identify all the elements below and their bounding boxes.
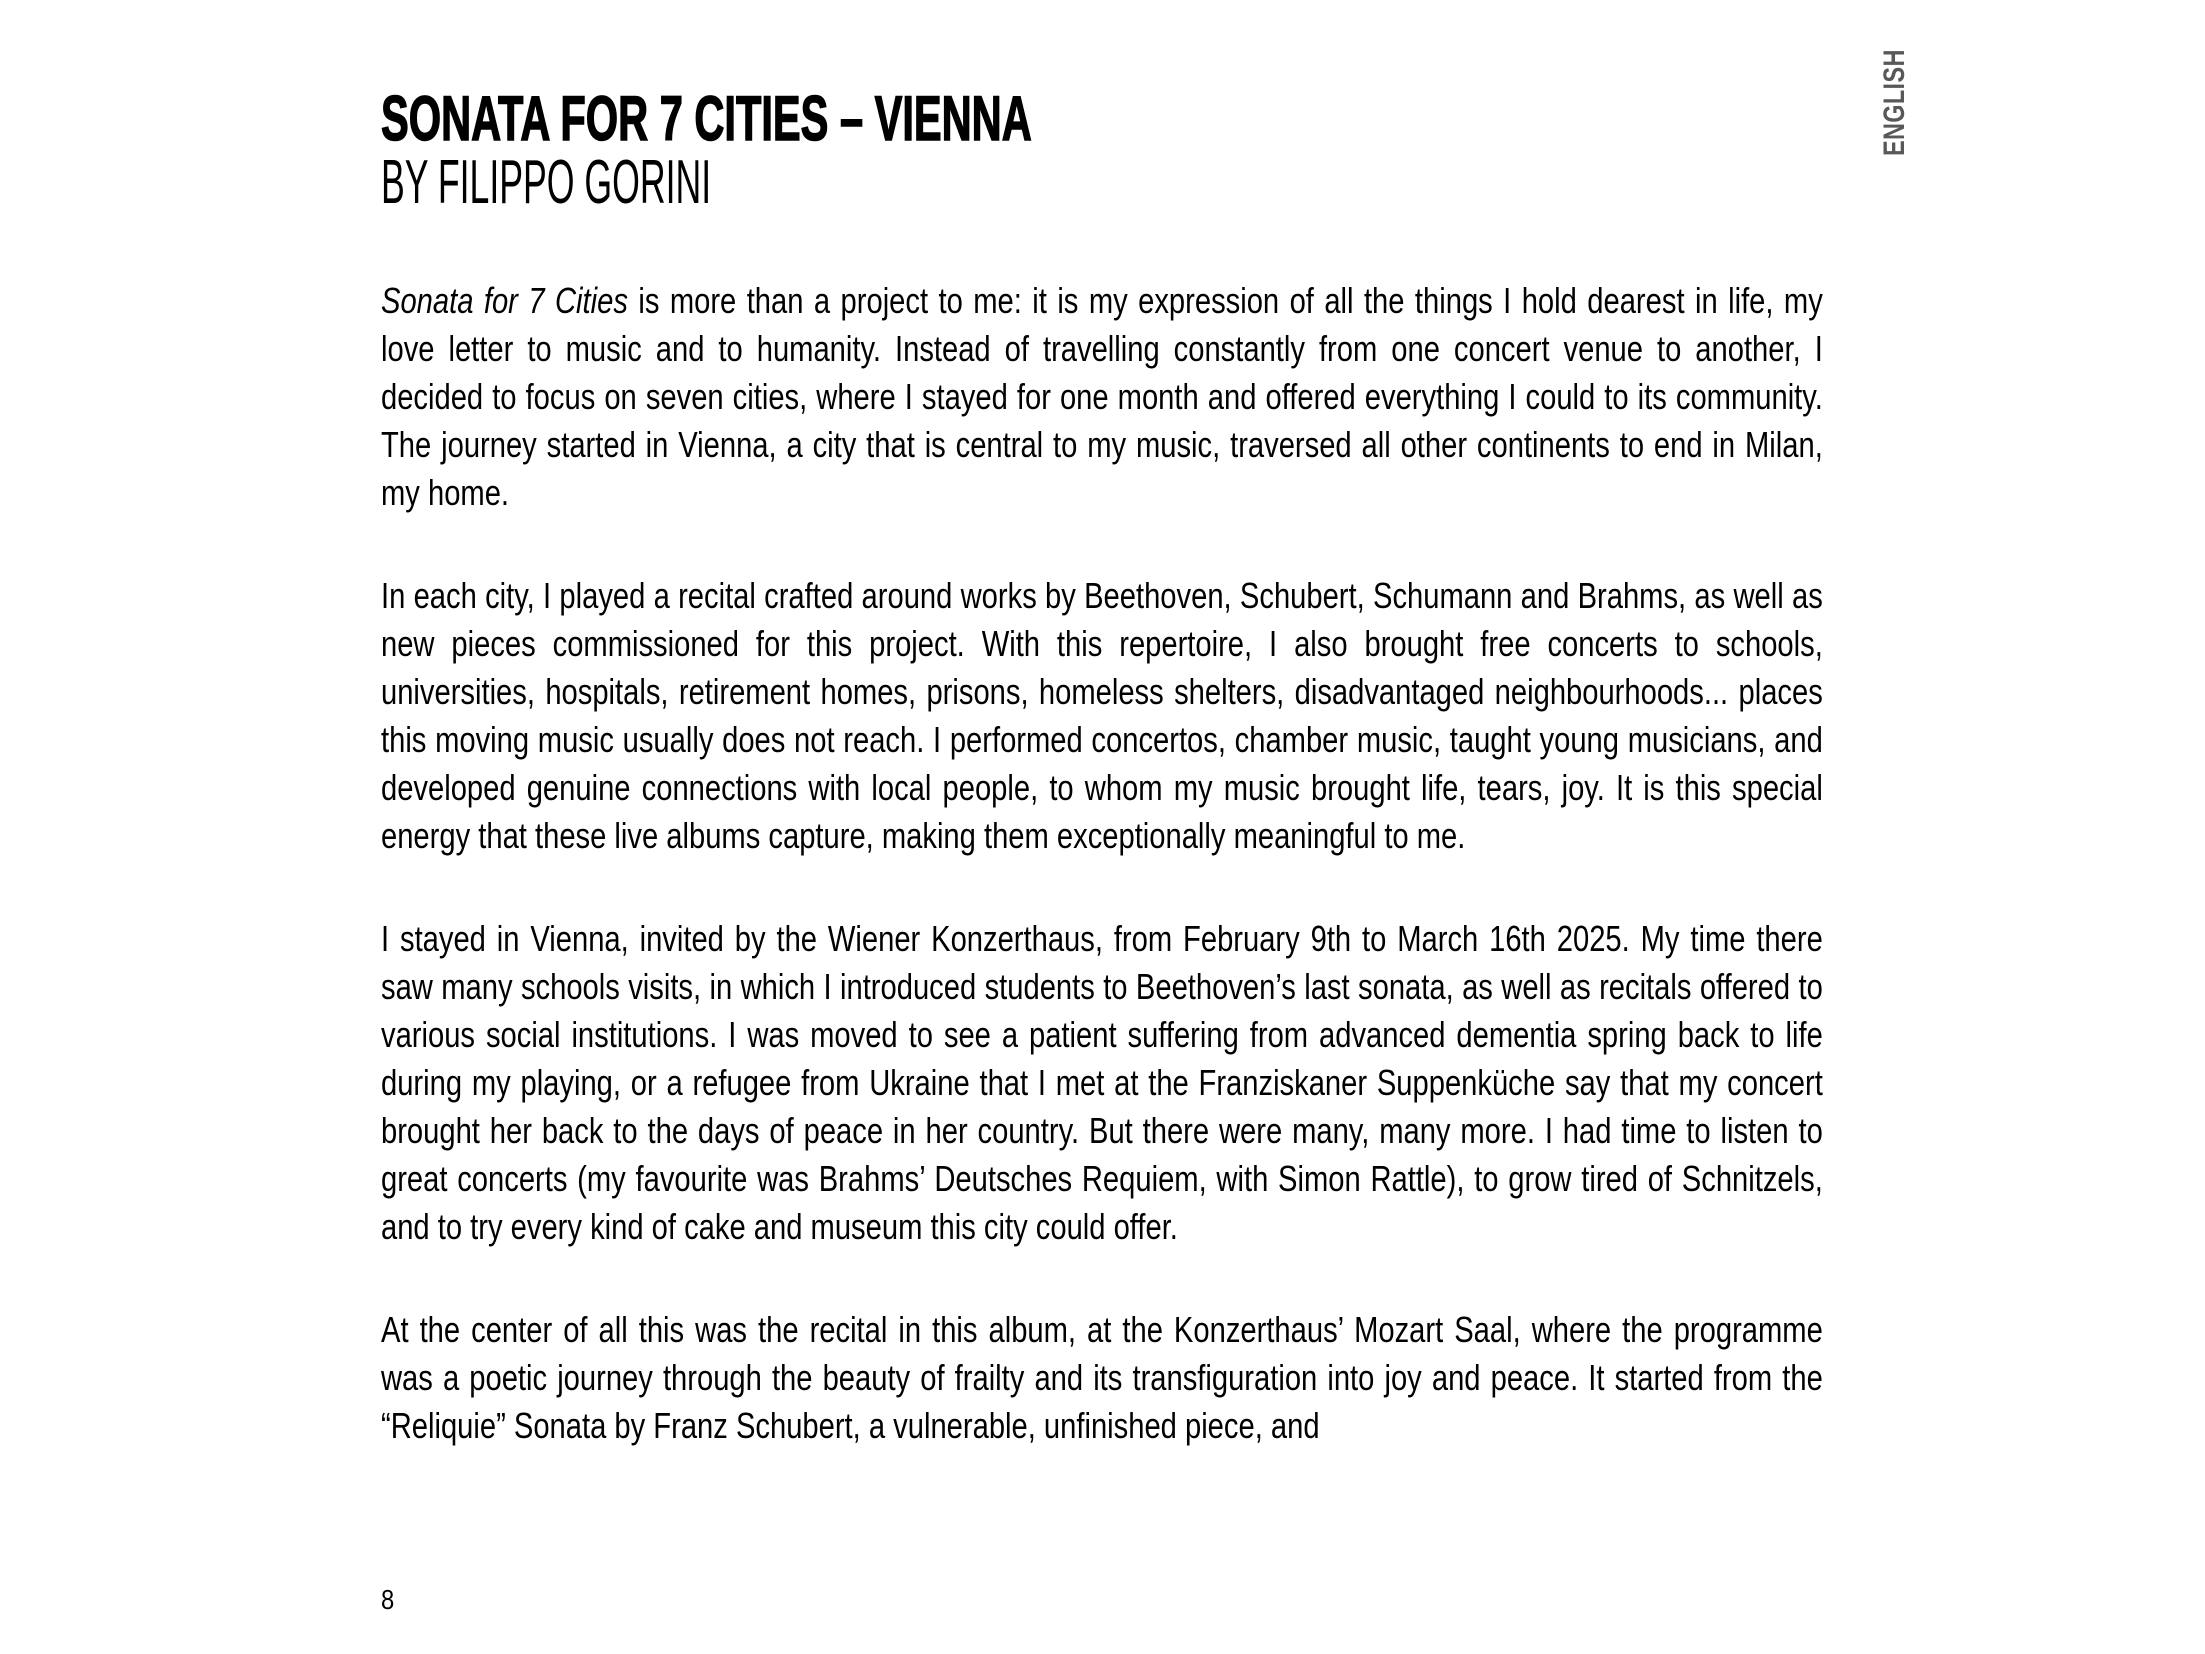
italic-lead: Sonata for 7 Cities [381,280,628,321]
paragraph-3: I stayed in Vienna, invited by the Wiener Konzerthaus, from February 9th to March 16th 2025. My time there saw many schools visits, in which I introduced students to Beethoven’s last sonata, as well as recitals offered to various social institutions. I was moved to see a patient suffering from advanced dementia spring back to life during my playing, or a refugee from Ukraine that I met at the Franziskaner Suppenküche say that my concert brought her back to the days of peace in her country. But there were many, many more. I had time to listen to great concerts (my favourite was Brahms’ Deutsches Requiem, with Simon Rattle), to grow tired of Schnitzels, and to try every kind of cake and museum this city could offer. [381,918,1823,1247]
language-tab: ENGLISH [1878,49,1911,156]
page-header [381,84,1367,217]
page-number: 8 [381,1584,395,1615]
paragraph-4: At the center of all this was the recital in this album, at the Konzerthaus’ Mozart Saal, where the programme was a poetic journey through the beauty of frailty and its transfiguration into joy and peace. It started from the “Reliquie” Sonata by Franz Schubert, a vulnerable, unfinished piece, and [381,1309,1823,1446]
paragraph-1-text: is more than a project to me: it is my expression of all the things I hold dearest in life, my love letter to music and to humanity. Instead of travelling constantly from one concert venue to another, I decided to focus on seven cities, where I stayed for one month and offered everything I could to its community. The journey started in Vienna, a city that is central to my music, traversed all other continents to end in Milan, my home. [381,280,1823,513]
article-body [381,277,1823,1505]
page-subtitle: BY FILIPPO GORINI [381,148,712,217]
paragraph-2: In each city, I played a recital crafted around works by Beethoven, Schubert, Schumann and Brahms, as well as new pieces commissioned for this project. With this repertoire, I also brought free concerts to schools, universities, hospitals, retirement homes, prisons, homeless shelters, disadvantaged neighbourhoods... places this moving music usually does not reach. I performed concertos, chamber music, taught young musicians, and developed genuine connections with local people, to whom my music brought life, tears, joy. It is this special energy that these live albums capture, making them exceptionally meaningful to me. [381,575,1823,856]
page-title: SONATA FOR 7 CITIES – VIENNA [381,84,1032,154]
paragraph-1 [381,277,1823,517]
